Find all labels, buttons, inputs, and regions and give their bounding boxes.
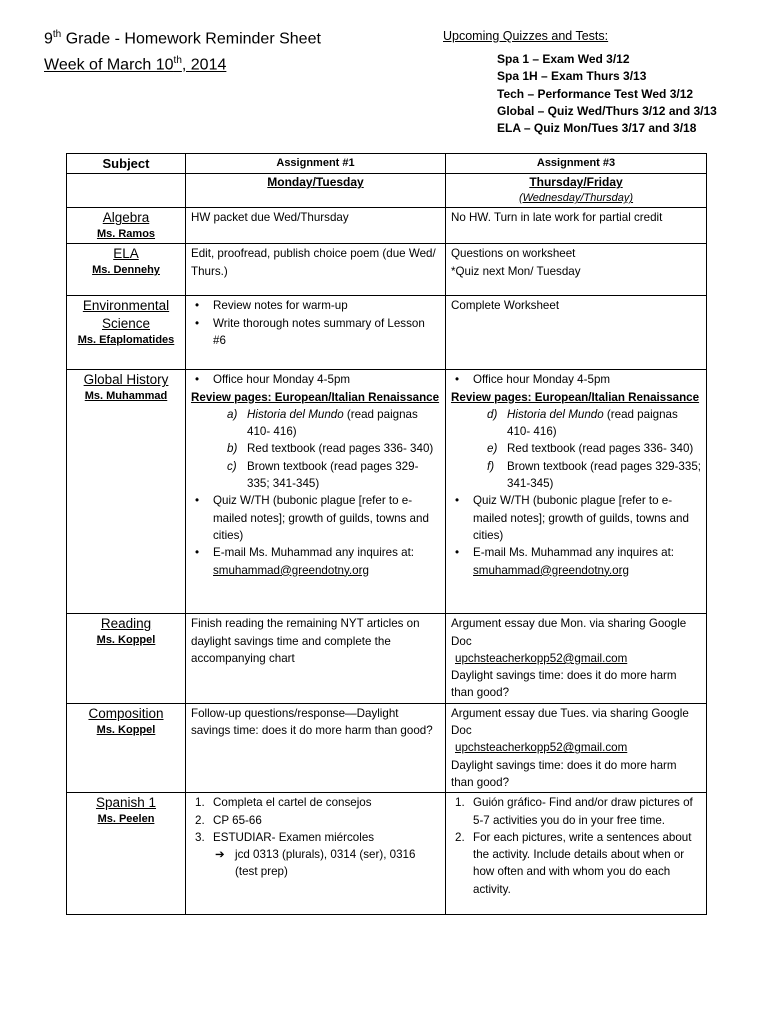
list-item: b) Red textbook (read pages 336- 340): [227, 442, 434, 456]
assignment1-cell: Edit, proofread, publish choice poem (due Wed/ Thurs.): [186, 244, 446, 296]
assignment3-cell: Complete Worksheet: [446, 296, 707, 370]
quiz-item: Tech – Performance Test Wed 3/12: [497, 86, 694, 101]
subject-cell: ELA Ms. Dennehy: [67, 244, 186, 296]
table-row: [67, 244, 707, 296]
assignment1-cell: [186, 793, 446, 915]
table-row: [67, 703, 707, 792]
review-heading: Review pages: European/Italian Renaissance: [451, 390, 700, 404]
list-item: • Quiz W/TH (bubonic plague [refer to e-mailed notes]; growth of guilds, towns and cities): [213, 492, 440, 544]
list-item: f) Brown textbook (read pages 329-335; 341-345): [487, 459, 701, 491]
table-row: [67, 793, 707, 915]
assignment1-cell: [186, 296, 446, 370]
subject-header: Subject: [67, 154, 186, 174]
quiz-item: ELA – Quiz Mon/Tues 3/17 and 3/18: [497, 121, 697, 136]
days3-sub: (Wednesday/Thursday): [518, 192, 634, 205]
list-item: 1. Guión gráfico- Find and/or draw pictures of 5-7 activities you do in your free time.: [455, 796, 693, 827]
upcoming-quizzes: [443, 28, 717, 137]
list-item: • Quiz W/TH (bubonic plague [refer to e-mailed notes]; growth of guilds, towns and cities): [473, 492, 701, 544]
week-label: Week of March 10th, 2014: [44, 55, 227, 74]
list-item: 2. CP 65-66: [195, 813, 262, 827]
assignment1-cell: [186, 370, 446, 614]
assignment3-cell: [446, 793, 707, 915]
assignment3-header: Assignment #3: [446, 154, 707, 174]
table-row: [67, 614, 707, 703]
list-item: • Review notes for warm-up: [213, 297, 440, 314]
days3-cell: Thursday/Friday (Wednesday/Thursday): [446, 174, 707, 208]
subject-cell: Environmental Science Ms. Efaplomatides: [67, 296, 186, 370]
assignment1-cell: HW packet due Wed/Thursday: [186, 208, 446, 244]
table-row: [67, 370, 707, 614]
quizzes-title: Upcoming Quizzes and Tests:: [443, 29, 609, 43]
assignment1-cell: Follow-up questions/response—Daylight savings time: does it do more harm than good?: [186, 703, 446, 792]
email-link[interactable]: upchsteacherkopp52@gmail.com: [455, 651, 628, 665]
assignment1-header: Assignment #1: [186, 154, 446, 174]
arrow-icon: ➔: [215, 848, 225, 862]
list-item: ➔ jcd 0313 (plurals), 0314 (ser), 0316 (test prep): [215, 848, 416, 879]
quiz-item: Spa 1H – Exam Thurs 3/13: [497, 69, 647, 84]
assignment1-cell: Finish reading the remaining NYT articles on daylight savings time and complete the accompanying chart: [186, 614, 446, 703]
list-item: c) Brown textbook (read pages 329-335; 341-345): [227, 459, 419, 491]
email-link[interactable]: smuhammad@greendotny.org: [473, 563, 629, 577]
days-blank-cell: [67, 174, 186, 208]
sheet-title: 9th Grade - Homework Reminder Sheet: [44, 29, 321, 48]
subject-cell: Spanish 1 Ms. Peelen: [67, 793, 186, 915]
assignment3-cell: Argument essay due Mon. via sharing Google Doc upchsteacherkopp52@gmail.com Daylight savings time: does it do more harm than good?: [446, 614, 707, 703]
list-item: • E-mail Ms. Muhammad any inquires at: smuhammad@greendotny.org: [473, 544, 701, 579]
subject-cell: Global History Ms. Muhammad: [67, 370, 186, 614]
email-link[interactable]: smuhammad@greendotny.org: [213, 563, 369, 577]
days1-cell: Monday/Tuesday: [186, 174, 446, 208]
subject-cell: Composition Ms. Koppel: [67, 703, 186, 792]
quiz-item: Spa 1 – Exam Wed 3/12: [497, 52, 630, 66]
list-item: 2. For each pictures, write a sentences about the activity. Include details about when or how often and with whom you do each activity.: [455, 830, 692, 896]
sheet-header: [44, 24, 321, 77]
list-item: • Office hour Monday 4-5pm: [473, 371, 701, 388]
list-item: 1. Completa el cartel de consejos: [195, 796, 372, 810]
assignment3-cell: Argument essay due Tues. via sharing Google Doc upchsteacherkopp52@gmail.com Daylight savings time: does it do more harm than good?: [446, 703, 707, 792]
assignment3-cell: [446, 370, 707, 614]
assignment3-cell: No HW. Turn in late work for partial credit: [446, 208, 707, 244]
assignment3-cell: Questions on worksheet *Quiz next Mon/ Tuesday: [446, 244, 707, 296]
homework-table: [66, 153, 707, 915]
list-item: e) Red textbook (read pages 336- 340): [487, 442, 694, 456]
subject-cell: Reading Ms. Koppel: [67, 614, 186, 703]
email-link[interactable]: upchsteacherkopp52@gmail.com: [455, 741, 628, 755]
table-row: [67, 208, 707, 244]
subject-cell: Algebra Ms. Ramos: [67, 208, 186, 244]
table-row: [67, 296, 707, 370]
list-item: 3. ESTUDIAR- Examen miércoles: [195, 830, 375, 844]
list-item: d) Historia del Mundo (read paignas 410- 416): [487, 407, 678, 439]
quiz-item: Global – Quiz Wed/Thurs 3/12 and 3/13: [497, 103, 717, 118]
review-heading: Review pages: European/Italian Renaissance: [191, 390, 440, 404]
list-item: • Office hour Monday 4-5pm: [213, 371, 440, 388]
quizzes-list: [497, 51, 717, 137]
table-header-row: [67, 154, 707, 174]
list-item: a) Historia del Mundo (read paignas 410- 416): [227, 407, 418, 439]
list-item: • Write thorough notes summary of Lesson #6: [213, 315, 440, 350]
list-item: • E-mail Ms. Muhammad any inquires at: smuhammad@greendotny.org: [213, 544, 440, 579]
days-row: [67, 174, 707, 208]
